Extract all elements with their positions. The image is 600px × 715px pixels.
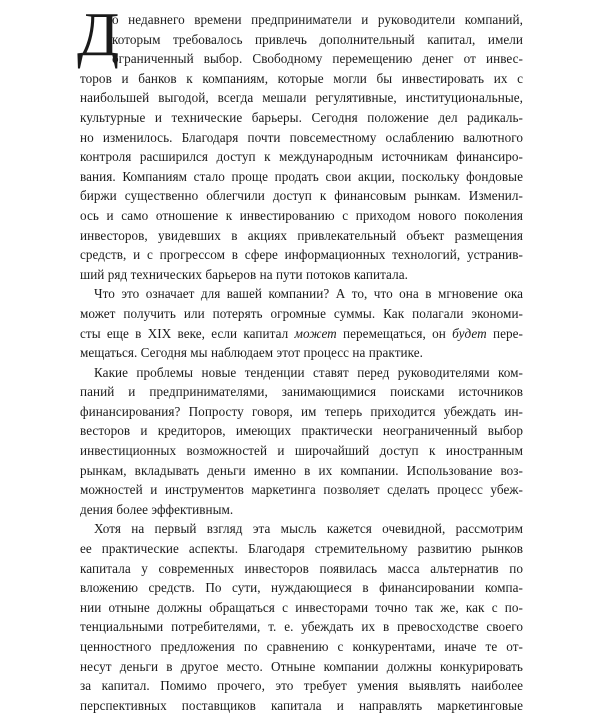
text-line: нии отныне должны обращаться с инвесторами точно так же, как с по- <box>80 599 523 615</box>
text-line: паний и предпринимателями, занимающимися поисками источников <box>80 384 523 400</box>
text-line: ограниченный выбор. Свободному перемещению денег от инвес- <box>112 51 523 67</box>
text-line: о недавнего времени предприниматели и руководители компаний, <box>112 12 523 27</box>
text-run: перемещаться, он <box>336 325 453 341</box>
text-line: культурные и технические барьеры. Сегодня положение дел радикаль- <box>80 109 523 125</box>
text-line: ценностного предложения по сравнению с конкурентами, иначе те от- <box>80 639 523 654</box>
text-line <box>80 324 523 344</box>
text-line: биржи существенно облегчили доступ к финансовым рынкам. Изменил- <box>80 188 523 204</box>
text-line: но изменилось. Благодаря почти повсеместному ослаблению валютного <box>80 129 523 145</box>
text-line: контроля расширился доступ к международным источникам финансиро- <box>80 149 523 165</box>
body-text <box>80 10 523 715</box>
text-line: средств, и с прогрессом в сфере информационных технологий, устранив- <box>80 247 523 263</box>
text-line: весторов и кредиторов, имеющих практически неограниченный выбор <box>80 423 523 439</box>
text-line: за капитал. Помимо прочего, это требует умения выявлять наиболее <box>80 678 523 694</box>
emphasis: будет <box>452 325 487 341</box>
text-line: наибольшей выгодой, всегда мешали регулятивные, институциональные, <box>80 90 523 106</box>
text-line: торов и банков к компаниям, которые могли бы инвестировать их с <box>80 70 523 86</box>
text-line: Хотя на первый взгляд эта мысль кажется очевидной, рассмотрим <box>94 521 523 537</box>
text-line: Что это означает для вашей компании? А то, что она в мгновение ока <box>94 286 523 302</box>
text-line: мещаться. Сегодня мы наблюдаем этот процесс на практике. <box>80 345 424 361</box>
text-line: финансирования? Попросту говоря, им теперь приходится убеждать ин- <box>80 403 523 419</box>
emphasis: может <box>294 325 337 341</box>
text-line: инвесторов, увидевших в акциях привлекательный объект размещения <box>80 227 523 243</box>
text-line: дения более эффективным. <box>80 501 234 517</box>
text-line: ее практические аспекты. Благодаря стремительному развитию рынков <box>80 541 523 557</box>
text-line: инвестиционных возможностей и широчайший доступ к иностранным <box>80 443 523 459</box>
text-line: может получить или потерять огромные суммы. Как полагали экономи- <box>80 305 523 321</box>
text-run: сты еще в XIX веке, если капитал <box>80 325 295 341</box>
text-line: тенциальными потребителями, т. е. убеждать их в превосходстве своего <box>80 619 523 635</box>
text-line: ось и само отношение к инвестированию с приходом нового поколения <box>80 207 523 223</box>
text-line: несут деньги в другое место. Отныне компании должны конкурировать <box>80 658 523 674</box>
text-line: Какие проблемы новые тенденции ставят перед руководителями ком- <box>94 364 523 380</box>
text-line: ший ряд технических барьеров на пути потоков капитала. <box>80 266 408 282</box>
text-run: пере- <box>486 325 523 341</box>
text-line: которым требовалось привлечь дополнительный капитал, имели <box>112 31 523 47</box>
drop-cap-letter: Д <box>77 1 120 69</box>
text-line: вания. Компаниям стало проще продать свои акции, поскольку фондовые <box>80 168 523 184</box>
text-line: вложению средств. По сути, нуждающиеся в финансировании компа- <box>80 580 523 596</box>
text-line: перспективных поставщиков капитала и направлять маркетинговые <box>80 697 523 713</box>
text-line: рынкам, вкладывать деньги именно в их компании. Использование воз- <box>80 462 523 478</box>
text-line: капитала у современных инвесторов появилась масса альтернатив по <box>80 560 523 576</box>
text-line: можностей и инструментов маркетинга позволяет сделать процесс убеж- <box>80 482 523 498</box>
